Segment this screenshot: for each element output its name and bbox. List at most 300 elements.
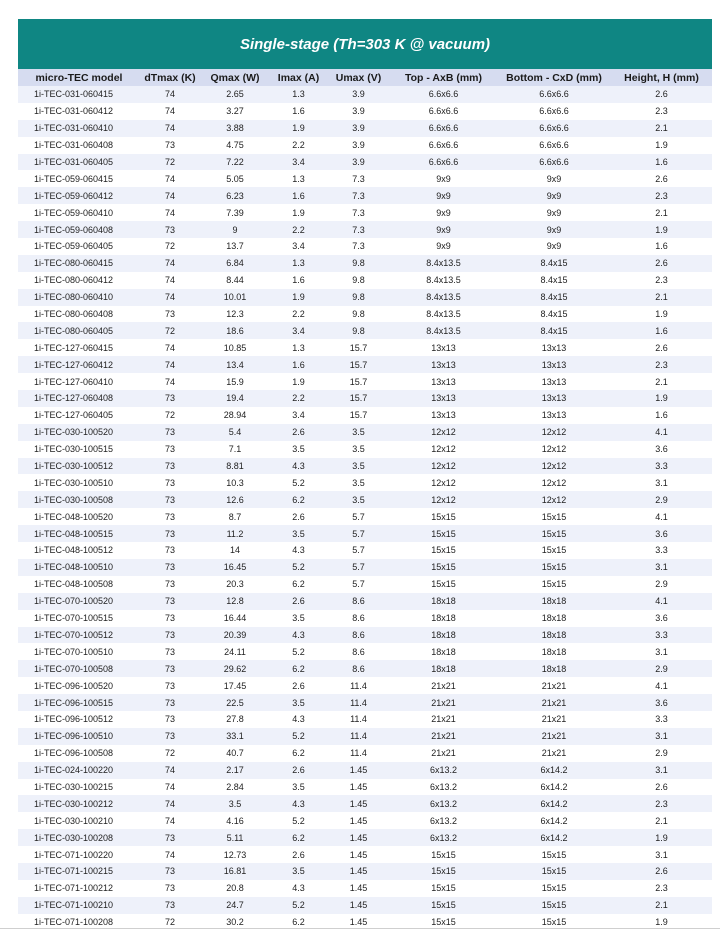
- cell-dtmax: 73: [140, 306, 200, 323]
- cell-top: 8.4x13.5: [390, 289, 497, 306]
- table-row: [18, 660, 712, 677]
- cell-imax: 3.5: [270, 525, 327, 542]
- cell-height: 2.3: [611, 103, 712, 120]
- cell-qmax: 6.84: [200, 255, 270, 272]
- cell-model: 1i-TEC-070-100510: [18, 643, 140, 660]
- cell-bottom: 6x14.2: [497, 829, 611, 846]
- cell-qmax: 2.84: [200, 779, 270, 796]
- cell-imax: 6.2: [270, 660, 327, 677]
- cell-umax: 3.9: [327, 120, 390, 137]
- cell-bottom: 18x18: [497, 627, 611, 644]
- cell-height: 3.3: [611, 711, 712, 728]
- cell-imax: 3.4: [270, 407, 327, 424]
- table-row: [18, 880, 712, 897]
- cell-bottom: 9x9: [497, 238, 611, 255]
- cell-height: 1.9: [611, 829, 712, 846]
- cell-top: 8.4x13.5: [390, 272, 497, 289]
- cell-bottom: 18x18: [497, 610, 611, 627]
- cell-height: 2.6: [611, 255, 712, 272]
- cell-top: 13x13: [390, 407, 497, 424]
- table-row: [18, 795, 712, 812]
- cell-top: 8.4x13.5: [390, 306, 497, 323]
- table-row: [18, 677, 712, 694]
- table-row: [18, 694, 712, 711]
- cell-dtmax: 73: [140, 137, 200, 154]
- cell-height: 3.3: [611, 458, 712, 475]
- cell-model: 1i-TEC-031-060410: [18, 120, 140, 137]
- column-header-model: micro-TEC model: [18, 69, 140, 86]
- cell-imax: 6.2: [270, 745, 327, 762]
- cell-qmax: 17.45: [200, 677, 270, 694]
- cell-top: 13x13: [390, 339, 497, 356]
- cell-dtmax: 74: [140, 356, 200, 373]
- cell-dtmax: 73: [140, 863, 200, 880]
- cell-imax: 1.6: [270, 187, 327, 204]
- cell-umax: 15.7: [327, 356, 390, 373]
- cell-height: 2.3: [611, 795, 712, 812]
- cell-qmax: 30.2: [200, 914, 270, 931]
- cell-qmax: 12.6: [200, 491, 270, 508]
- table-row: [18, 221, 712, 238]
- table-row: [18, 610, 712, 627]
- cell-height: 2.1: [611, 204, 712, 221]
- cell-imax: 6.2: [270, 914, 327, 931]
- cell-height: 2.1: [611, 289, 712, 306]
- cell-bottom: 15x15: [497, 914, 611, 931]
- cell-top: 6.6x6.6: [390, 154, 497, 171]
- cell-qmax: 5.4: [200, 424, 270, 441]
- cell-model: 1i-TEC-030-100215: [18, 779, 140, 796]
- cell-imax: 1.3: [270, 170, 327, 187]
- cell-bottom: 13x13: [497, 373, 611, 390]
- cell-model: 1i-TEC-031-060415: [18, 86, 140, 103]
- cell-qmax: 2.17: [200, 762, 270, 779]
- cell-qmax: 8.44: [200, 272, 270, 289]
- cell-imax: 4.3: [270, 711, 327, 728]
- cell-umax: 9.8: [327, 255, 390, 272]
- cell-bottom: 13x13: [497, 356, 611, 373]
- cell-dtmax: 74: [140, 846, 200, 863]
- cell-height: 2.6: [611, 170, 712, 187]
- cell-umax: 3.5: [327, 474, 390, 491]
- cell-height: 3.1: [611, 474, 712, 491]
- cell-umax: 7.3: [327, 204, 390, 221]
- cell-qmax: 12.8: [200, 593, 270, 610]
- cell-umax: 15.7: [327, 339, 390, 356]
- cell-height: 2.6: [611, 863, 712, 880]
- cell-bottom: 6x14.2: [497, 779, 611, 796]
- cell-imax: 1.9: [270, 373, 327, 390]
- cell-imax: 3.5: [270, 441, 327, 458]
- column-header-height: Height, H (mm): [611, 69, 712, 86]
- cell-dtmax: 73: [140, 694, 200, 711]
- table-title: Single-stage (Th=303 K @ vacuum): [239, 35, 491, 53]
- cell-dtmax: 73: [140, 627, 200, 644]
- cell-top: 15x15: [390, 576, 497, 593]
- cell-top: 6x13.2: [390, 795, 497, 812]
- cell-dtmax: 74: [140, 812, 200, 829]
- page-bottom-divider: [0, 928, 720, 929]
- table-row: [18, 306, 712, 323]
- cell-height: 2.6: [611, 339, 712, 356]
- cell-umax: 7.3: [327, 221, 390, 238]
- cell-top: 18x18: [390, 643, 497, 660]
- cell-qmax: 11.2: [200, 525, 270, 542]
- cell-model: 1i-TEC-127-060408: [18, 390, 140, 407]
- cell-qmax: 24.7: [200, 897, 270, 914]
- cell-qmax: 3.27: [200, 103, 270, 120]
- column-header-qmax: Qmax (W): [200, 69, 270, 86]
- cell-qmax: 10.85: [200, 339, 270, 356]
- cell-bottom: 21x21: [497, 711, 611, 728]
- cell-dtmax: 73: [140, 390, 200, 407]
- cell-model: 1i-TEC-080-060405: [18, 322, 140, 339]
- cell-height: 1.6: [611, 407, 712, 424]
- cell-qmax: 15.9: [200, 373, 270, 390]
- cell-imax: 2.6: [270, 424, 327, 441]
- table-row: [18, 812, 712, 829]
- cell-imax: 4.3: [270, 627, 327, 644]
- cell-umax: 8.6: [327, 643, 390, 660]
- cell-bottom: 9x9: [497, 204, 611, 221]
- cell-imax: 3.5: [270, 610, 327, 627]
- cell-height: 3.3: [611, 627, 712, 644]
- cell-top: 21x21: [390, 677, 497, 694]
- cell-model: 1i-TEC-096-100508: [18, 745, 140, 762]
- cell-model: 1i-TEC-030-100212: [18, 795, 140, 812]
- cell-bottom: 15x15: [497, 846, 611, 863]
- cell-dtmax: 73: [140, 576, 200, 593]
- cell-top: 8.4x13.5: [390, 322, 497, 339]
- cell-imax: 1.9: [270, 289, 327, 306]
- cell-bottom: 6x14.2: [497, 762, 611, 779]
- cell-dtmax: 73: [140, 880, 200, 897]
- table-row: [18, 779, 712, 796]
- cell-height: 3.6: [611, 525, 712, 542]
- table-row: [18, 272, 712, 289]
- cell-imax: 6.2: [270, 491, 327, 508]
- cell-model: 1i-TEC-048-100508: [18, 576, 140, 593]
- cell-height: 2.3: [611, 272, 712, 289]
- cell-top: 6x13.2: [390, 762, 497, 779]
- cell-qmax: 13.4: [200, 356, 270, 373]
- table-row: [18, 863, 712, 880]
- cell-imax: 2.6: [270, 762, 327, 779]
- cell-imax: 2.6: [270, 593, 327, 610]
- cell-top: 9x9: [390, 187, 497, 204]
- cell-umax: 1.45: [327, 779, 390, 796]
- cell-qmax: 8.7: [200, 508, 270, 525]
- cell-qmax: 20.3: [200, 576, 270, 593]
- cell-top: 9x9: [390, 238, 497, 255]
- cell-height: 2.3: [611, 880, 712, 897]
- cell-bottom: 21x21: [497, 728, 611, 745]
- cell-umax: 1.45: [327, 914, 390, 931]
- cell-imax: 2.2: [270, 137, 327, 154]
- header-row: [18, 69, 712, 86]
- cell-umax: 7.3: [327, 170, 390, 187]
- cell-dtmax: 74: [140, 339, 200, 356]
- cell-dtmax: 73: [140, 897, 200, 914]
- cell-dtmax: 73: [140, 542, 200, 559]
- column-header-top: Top - AxB (mm): [390, 69, 497, 86]
- table-row: [18, 407, 712, 424]
- cell-height: 2.1: [611, 120, 712, 137]
- cell-umax: 5.7: [327, 576, 390, 593]
- cell-bottom: 12x12: [497, 441, 611, 458]
- cell-imax: 3.5: [270, 863, 327, 880]
- cell-umax: 11.4: [327, 711, 390, 728]
- cell-bottom: 15x15: [497, 576, 611, 593]
- cell-qmax: 9: [200, 221, 270, 238]
- cell-bottom: 12x12: [497, 458, 611, 475]
- table-row: [18, 339, 712, 356]
- table-row: [18, 187, 712, 204]
- cell-bottom: 8.4x15: [497, 306, 611, 323]
- cell-bottom: 21x21: [497, 677, 611, 694]
- cell-dtmax: 72: [140, 238, 200, 255]
- column-header-umax: Umax (V): [327, 69, 390, 86]
- cell-model: 1i-TEC-030-100210: [18, 812, 140, 829]
- cell-height: 2.9: [611, 576, 712, 593]
- table-row: [18, 390, 712, 407]
- cell-top: 18x18: [390, 660, 497, 677]
- cell-umax: 5.7: [327, 559, 390, 576]
- cell-bottom: 8.4x15: [497, 322, 611, 339]
- cell-model: 1i-TEC-030-100510: [18, 474, 140, 491]
- cell-model: 1i-TEC-096-100520: [18, 677, 140, 694]
- cell-qmax: 14: [200, 542, 270, 559]
- table-row: [18, 745, 712, 762]
- cell-umax: 3.9: [327, 137, 390, 154]
- spec-table: [18, 69, 712, 931]
- cell-height: 1.9: [611, 390, 712, 407]
- cell-top: 18x18: [390, 627, 497, 644]
- cell-model: 1i-TEC-031-060405: [18, 154, 140, 171]
- table-row: [18, 846, 712, 863]
- cell-bottom: 15x15: [497, 880, 611, 897]
- cell-height: 4.1: [611, 593, 712, 610]
- cell-model: 1i-TEC-031-060412: [18, 103, 140, 120]
- cell-bottom: 12x12: [497, 474, 611, 491]
- cell-bottom: 6x14.2: [497, 795, 611, 812]
- cell-imax: 3.4: [270, 238, 327, 255]
- cell-top: 12x12: [390, 441, 497, 458]
- cell-qmax: 18.6: [200, 322, 270, 339]
- cell-top: 18x18: [390, 593, 497, 610]
- cell-bottom: 15x15: [497, 508, 611, 525]
- cell-model: 1i-TEC-127-060405: [18, 407, 140, 424]
- cell-dtmax: 74: [140, 204, 200, 221]
- cell-imax: 3.5: [270, 779, 327, 796]
- cell-height: 3.1: [611, 643, 712, 660]
- cell-bottom: 9x9: [497, 221, 611, 238]
- cell-height: 2.9: [611, 745, 712, 762]
- cell-top: 6.6x6.6: [390, 137, 497, 154]
- cell-top: 9x9: [390, 221, 497, 238]
- cell-dtmax: 73: [140, 593, 200, 610]
- cell-model: 1i-TEC-127-060415: [18, 339, 140, 356]
- cell-height: 1.9: [611, 221, 712, 238]
- cell-umax: 3.5: [327, 424, 390, 441]
- table-row: [18, 86, 712, 103]
- cell-dtmax: 74: [140, 779, 200, 796]
- cell-qmax: 5.05: [200, 170, 270, 187]
- cell-imax: 1.6: [270, 103, 327, 120]
- table-row: [18, 458, 712, 475]
- cell-umax: 1.45: [327, 863, 390, 880]
- cell-model: 1i-TEC-024-100220: [18, 762, 140, 779]
- cell-qmax: 12.73: [200, 846, 270, 863]
- cell-height: 1.6: [611, 322, 712, 339]
- cell-top: 15x15: [390, 914, 497, 931]
- cell-top: 6x13.2: [390, 829, 497, 846]
- cell-dtmax: 73: [140, 441, 200, 458]
- cell-bottom: 6.6x6.6: [497, 137, 611, 154]
- cell-model: 1i-TEC-059-060410: [18, 204, 140, 221]
- cell-model: 1i-TEC-071-100220: [18, 846, 140, 863]
- cell-qmax: 29.62: [200, 660, 270, 677]
- cell-imax: 4.3: [270, 458, 327, 475]
- table-row: [18, 356, 712, 373]
- cell-bottom: 13x13: [497, 407, 611, 424]
- cell-top: 21x21: [390, 711, 497, 728]
- cell-dtmax: 74: [140, 86, 200, 103]
- cell-umax: 8.6: [327, 593, 390, 610]
- cell-model: 1i-TEC-030-100512: [18, 458, 140, 475]
- cell-model: 1i-TEC-071-100212: [18, 880, 140, 897]
- cell-dtmax: 74: [140, 255, 200, 272]
- cell-qmax: 6.23: [200, 187, 270, 204]
- cell-dtmax: 73: [140, 643, 200, 660]
- cell-umax: 1.45: [327, 812, 390, 829]
- cell-dtmax: 74: [140, 373, 200, 390]
- cell-umax: 15.7: [327, 407, 390, 424]
- cell-height: 4.1: [611, 677, 712, 694]
- cell-umax: 8.6: [327, 627, 390, 644]
- table-row: [18, 762, 712, 779]
- table-row: [18, 373, 712, 390]
- cell-qmax: 20.39: [200, 627, 270, 644]
- cell-model: 1i-TEC-071-100210: [18, 897, 140, 914]
- cell-model: 1i-TEC-070-100520: [18, 593, 140, 610]
- cell-model: 1i-TEC-059-060405: [18, 238, 140, 255]
- table-row: [18, 627, 712, 644]
- cell-model: 1i-TEC-059-060408: [18, 221, 140, 238]
- cell-dtmax: 73: [140, 677, 200, 694]
- cell-height: 1.9: [611, 306, 712, 323]
- table-row: [18, 120, 712, 137]
- cell-height: 3.6: [611, 441, 712, 458]
- cell-bottom: 15x15: [497, 897, 611, 914]
- cell-dtmax: 74: [140, 272, 200, 289]
- cell-umax: 11.4: [327, 694, 390, 711]
- cell-bottom: 18x18: [497, 593, 611, 610]
- cell-bottom: 12x12: [497, 424, 611, 441]
- cell-bottom: 15x15: [497, 542, 611, 559]
- table-row: [18, 508, 712, 525]
- cell-dtmax: 73: [140, 221, 200, 238]
- cell-imax: 6.2: [270, 829, 327, 846]
- table-row: [18, 542, 712, 559]
- cell-top: 21x21: [390, 728, 497, 745]
- cell-dtmax: 73: [140, 829, 200, 846]
- cell-height: 2.1: [611, 373, 712, 390]
- cell-model: 1i-TEC-080-060408: [18, 306, 140, 323]
- cell-model: 1i-TEC-030-100520: [18, 424, 140, 441]
- cell-bottom: 9x9: [497, 187, 611, 204]
- cell-bottom: 21x21: [497, 694, 611, 711]
- cell-dtmax: 73: [140, 728, 200, 745]
- cell-top: 15x15: [390, 559, 497, 576]
- cell-imax: 5.2: [270, 897, 327, 914]
- cell-bottom: 21x21: [497, 745, 611, 762]
- cell-top: 12x12: [390, 491, 497, 508]
- cell-height: 1.6: [611, 154, 712, 171]
- cell-qmax: 7.22: [200, 154, 270, 171]
- cell-top: 15x15: [390, 508, 497, 525]
- cell-imax: 2.2: [270, 221, 327, 238]
- cell-imax: 5.2: [270, 812, 327, 829]
- cell-dtmax: 74: [140, 795, 200, 812]
- cell-model: 1i-TEC-048-100520: [18, 508, 140, 525]
- cell-qmax: 3.88: [200, 120, 270, 137]
- cell-model: 1i-TEC-127-060412: [18, 356, 140, 373]
- table-row: [18, 897, 712, 914]
- cell-umax: 11.4: [327, 745, 390, 762]
- cell-top: 13x13: [390, 373, 497, 390]
- cell-qmax: 16.81: [200, 863, 270, 880]
- cell-imax: 1.3: [270, 86, 327, 103]
- cell-umax: 3.5: [327, 441, 390, 458]
- cell-height: 3.1: [611, 846, 712, 863]
- cell-imax: 3.4: [270, 322, 327, 339]
- cell-height: 2.1: [611, 897, 712, 914]
- cell-top: 21x21: [390, 694, 497, 711]
- cell-umax: 8.6: [327, 610, 390, 627]
- cell-imax: 2.6: [270, 846, 327, 863]
- table-row: [18, 711, 712, 728]
- cell-top: 12x12: [390, 474, 497, 491]
- cell-bottom: 9x9: [497, 170, 611, 187]
- cell-umax: 11.4: [327, 677, 390, 694]
- cell-qmax: 2.65: [200, 86, 270, 103]
- cell-model: 1i-TEC-096-100515: [18, 694, 140, 711]
- cell-dtmax: 73: [140, 424, 200, 441]
- cell-imax: 4.3: [270, 795, 327, 812]
- cell-qmax: 4.75: [200, 137, 270, 154]
- cell-imax: 5.2: [270, 474, 327, 491]
- cell-imax: 1.6: [270, 272, 327, 289]
- cell-qmax: 22.5: [200, 694, 270, 711]
- cell-imax: 1.9: [270, 120, 327, 137]
- cell-bottom: 6x14.2: [497, 812, 611, 829]
- cell-umax: 3.5: [327, 491, 390, 508]
- cell-umax: 11.4: [327, 728, 390, 745]
- cell-qmax: 7.39: [200, 204, 270, 221]
- cell-height: 3.1: [611, 559, 712, 576]
- cell-height: 2.9: [611, 660, 712, 677]
- cell-umax: 1.45: [327, 829, 390, 846]
- cell-umax: 1.45: [327, 795, 390, 812]
- cell-height: 3.6: [611, 694, 712, 711]
- cell-imax: 4.3: [270, 880, 327, 897]
- cell-model: 1i-TEC-031-060408: [18, 137, 140, 154]
- cell-top: 13x13: [390, 390, 497, 407]
- cell-umax: 9.8: [327, 322, 390, 339]
- cell-model: 1i-TEC-048-100512: [18, 542, 140, 559]
- cell-dtmax: 73: [140, 660, 200, 677]
